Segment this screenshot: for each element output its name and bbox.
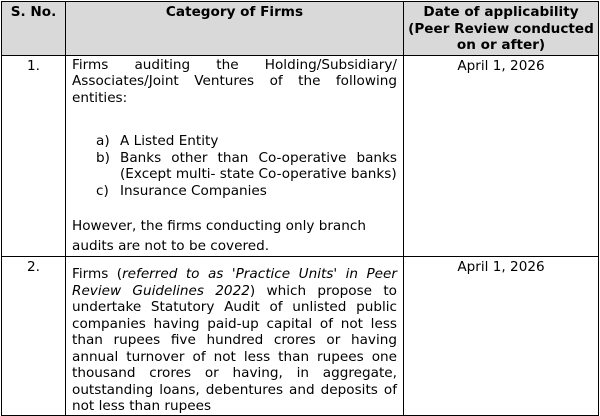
header-category: Category of Firms	[66, 2, 404, 56]
list-item-text: Banks other than Co-operative banks (Except multi- state Co-operative banks)	[120, 149, 397, 182]
table-row	[2, 55, 599, 257]
header-date-line-2: (Peer Review conducted	[408, 20, 594, 37]
header-date-line-3: on or after)	[456, 37, 546, 53]
list-item-marker: b)	[96, 149, 110, 166]
table-header-row	[2, 2, 599, 56]
row-1-note: However, the firms conducting only branch audits are not to be covered.	[72, 218, 366, 254]
row-2-text	[72, 257, 397, 415]
header-date-line-1: Date of applicability	[423, 4, 579, 20]
row-1-intro: Firms auditing the Holding/Subsidiary/ Associates/Joint Ventures of the following entities:	[72, 56, 397, 106]
row-2-category	[66, 257, 404, 416]
header-date-of-applicability	[404, 2, 599, 56]
row-1-entity-list	[72, 133, 397, 199]
row-1-sno: 1.	[2, 55, 66, 257]
list-item-marker: a)	[96, 133, 110, 149]
row-2-text-italic: referred to as 'Practice Units' in Peer Review Guidelines 2022	[72, 266, 397, 299]
table-row	[2, 257, 599, 416]
list-item	[96, 183, 397, 200]
list-item-marker: c)	[96, 182, 109, 199]
header-sno: S. No.	[2, 2, 66, 56]
peer-review-applicability-table	[1, 1, 599, 416]
row-1-category	[66, 55, 404, 257]
row-2-sno: 2.	[2, 257, 66, 416]
list-item-text: Insurance Companies	[120, 182, 267, 199]
list-item-text: A Listed Entity	[120, 133, 219, 149]
row-1-date: April 1, 2026	[404, 55, 599, 257]
row-2-date: April 1, 2026	[404, 257, 599, 416]
row-2-text-before: Firms (	[72, 266, 123, 282]
list-item	[96, 150, 397, 183]
list-item	[96, 133, 397, 150]
row-2-text-after: ) which propose to undertake Statutory Audit of unlisted public companies having paid-up capital of not less than rupees five hundred crores or having annual turnover of not less than rupees one thousand crores or having, in aggregate, outstanding loans, debentures and deposits of not less than rupees	[72, 282, 397, 414]
